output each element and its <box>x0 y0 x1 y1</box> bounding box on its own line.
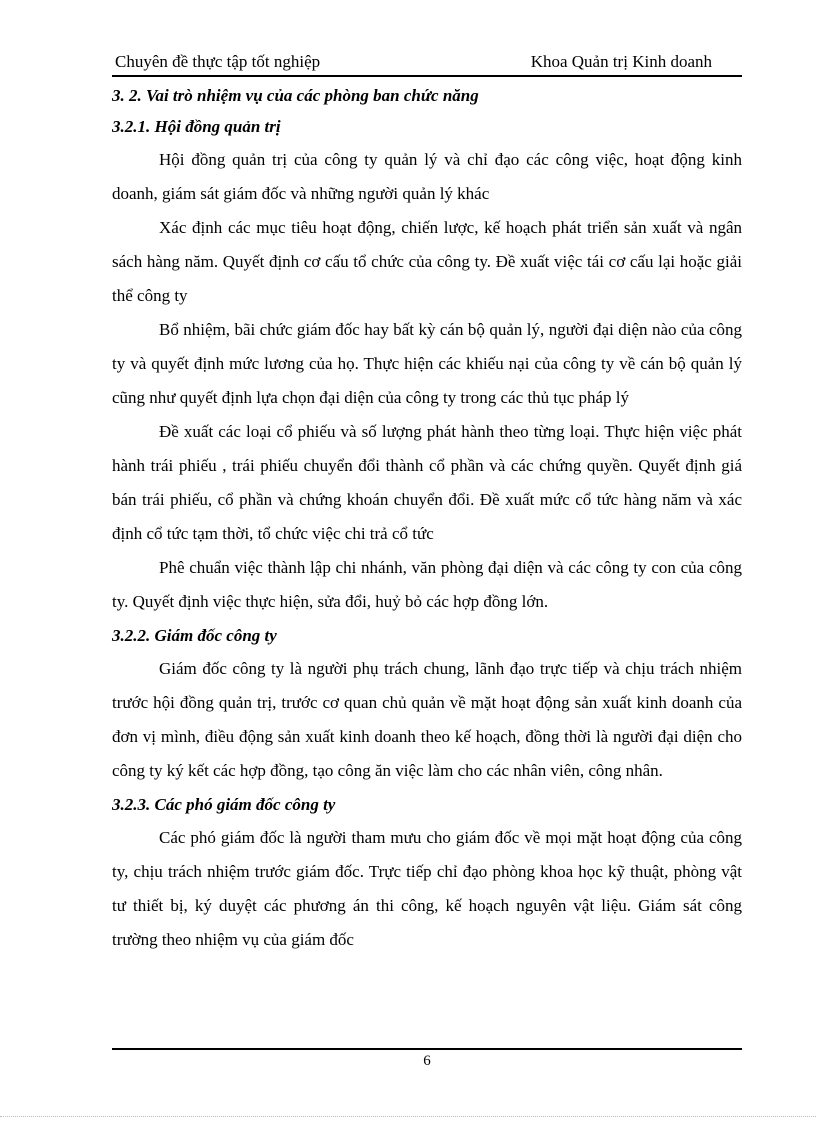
header-left-text: Chuyên đề thực tập tốt nghiệp <box>115 52 321 71</box>
paragraph: Đề xuất các loại cổ phiếu và số lượng phát hành theo từng loại. Thực hiện việc phát hành trái phiếu , trái phiếu chuyển đổi thành cổ phần và các chứng quyền. Quyết định giá bán trái phiếu, cổ phần và chứng khoán chuyển đổi. Đề xuất mức cổ tức hàng năm và xác định cổ tức tạm thời, tổ chức việc chi trả cổ tức <box>112 422 742 543</box>
subsection-title-pho-giam-doc: 3.2.3. Các phó giám đốc công ty <box>112 795 336 814</box>
paragraph: Bổ nhiệm, bãi chức giám đốc hay bất kỳ cán bộ quản lý, người đại diện nào của công ty và quyết định mức lương của họ. Thực hiện các khiếu nại của công ty về cán bộ quản lý cũng như quyết định lựa chọn đại diện của công ty trong các thủ tục pháp lý <box>112 320 742 407</box>
section-title: 3. 2. Vai trò nhiệm vụ của các phòng ban chức năng <box>112 86 479 105</box>
paragraph: Xác định các mục tiêu hoạt động, chiến lược, kế hoạch phát triển sản xuất và ngân sách hàng năm. Quyết định cơ cấu tổ chức của công ty. Đề xuất việc tái cơ cấu lại hoặc giải thể công ty <box>112 218 742 305</box>
header-rule <box>112 75 742 77</box>
paragraph: Phê chuẩn việc thành lập chi nhánh, văn phòng đại diện và các công ty con của công ty. Quyết định việc thực hiện, sửa đổi, huỷ bỏ các hợp đồng lớn. <box>112 558 742 611</box>
page-content <box>112 82 742 957</box>
page-edge-divider <box>0 1116 816 1117</box>
page-number: 6 <box>423 1053 431 1069</box>
subsection-title-giam-doc: 3.2.2. Giám đốc công ty <box>112 626 277 645</box>
subsection-title-hdqt: 3.2.1. Hội đồng quản trị <box>112 117 281 136</box>
footer-rule <box>112 1048 742 1050</box>
header-right-text: Khoa Quản trị Kinh doanh <box>530 52 712 71</box>
paragraph: Hội đồng quản trị của công ty quản lý và chỉ đạo các công việc, hoạt động kinh doanh, giám sát giám đốc và những người quản lý khác <box>112 150 742 203</box>
page-header <box>112 52 742 76</box>
paragraph: Giám đốc công ty là người phụ trách chung, lãnh đạo trực tiếp và chịu trách nhiệm trước hội đồng quản trị, trước cơ quan chủ quản về mặt hoạt động sản xuất kinh doanh của đơn vị mình, điều động sản xuất kinh doanh theo kế hoạch, đồng thời là người đại diện cho công ty ký kết các hợp đồng, tạo công ăn việc làm cho các nhân viên, công nhân. <box>112 659 742 780</box>
paragraph: Các phó giám đốc là người tham mưu cho giám đốc về mọi mặt hoạt động của công ty, chịu trách nhiệm trước giám đốc. Trực tiếp chỉ đạo phòng khoa học kỹ thuật, phòng vật tư thiết bị, ký duyệt các phương án thi công, kế hoạch nguyên vật liệu. Giám sát công trường theo nhiệm vụ của giám đốc <box>112 828 742 949</box>
